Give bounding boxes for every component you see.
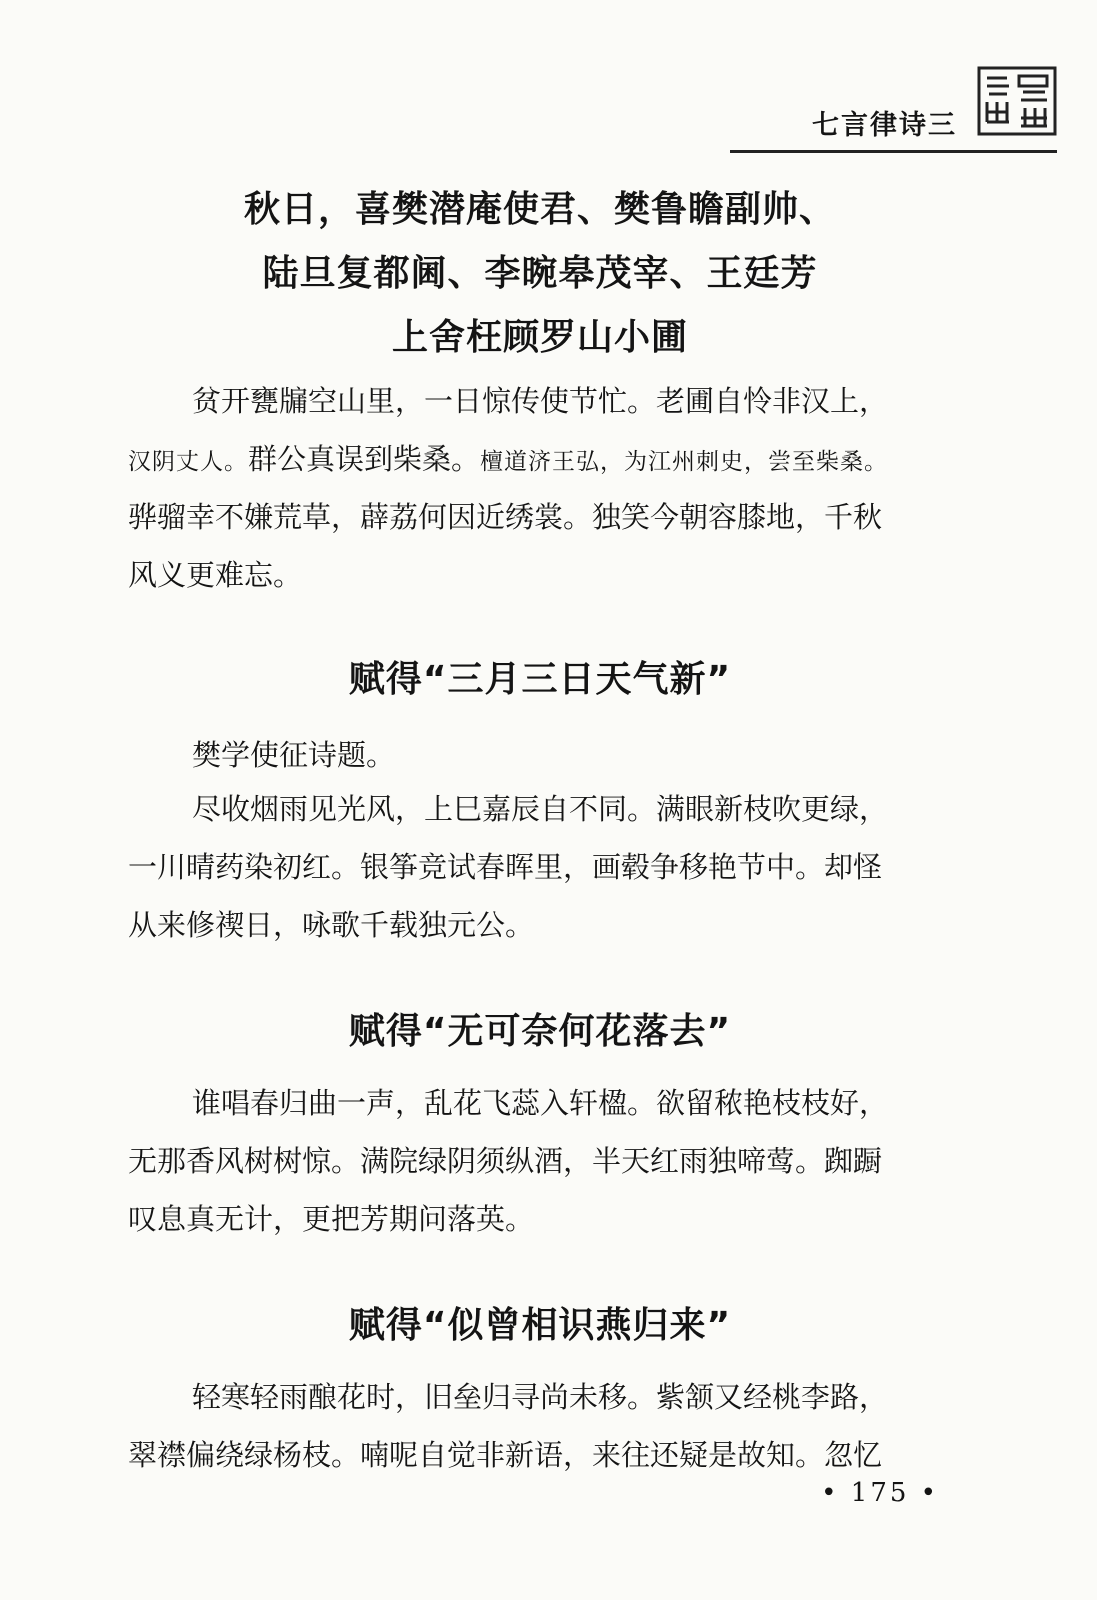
poem-2-preface: 樊学使征诗题。	[192, 738, 396, 772]
poem-3-line-3: 叹息真无计，更把芳期问落英。	[128, 1202, 535, 1236]
verse-text: 群公真误到柴桑。	[248, 442, 481, 476]
poem-1-title-line-1: 秋日，喜樊潜庵使君、樊鲁瞻副帅、	[243, 189, 836, 230]
poem-4-line-1: 轻寒轻雨酿花时，旧垒归寻尚未移。紫颔又经桃李路，	[192, 1380, 889, 1414]
annotation: 檀道济王弘，为江州刺史，尝至柴桑。	[480, 449, 889, 475]
poem-2-line-2: 一川晴药染初红。银筝竞试春晖里，画毂争移艳节中。却怪	[128, 850, 883, 884]
poem-4-title-text: 赋得“似曾相识燕归来”	[348, 1305, 732, 1346]
poem-4-title	[130, 1294, 950, 1358]
poem-1-title	[130, 178, 950, 370]
poem-2-title-text: 赋得“三月三日天气新”	[348, 659, 732, 700]
page-number: • 175 •	[821, 1478, 939, 1508]
poem-2-title	[130, 648, 950, 712]
poem-4-line-2: 翠襟偏绕绿杨枝。喃呢自觉非新语，来往还疑是故知。忽忆	[128, 1438, 883, 1472]
poem-1-line-4: 风义更难忘。	[128, 558, 303, 592]
poem-1-title-line-2: 陆旦复都阃、李晼皋茂宰、王廷芳	[262, 253, 818, 294]
seal-stamp-icon	[977, 66, 1057, 136]
annotation: 汉阴丈人。	[128, 449, 248, 475]
poem-4-body	[128, 1368, 958, 1484]
poem-1-line-3: 骅骝幸不嫌荒草，薜荔何因近绣裳。独笑今朝容膝地，千秋	[128, 500, 883, 534]
poem-1-body	[128, 372, 958, 604]
poem-1-line-1: 贫开甕牖空山里，一日惊传使节忙。老圃自怜非汉上，	[192, 384, 889, 418]
poem-1-line-2	[128, 430, 958, 488]
running-header-title: 七言律诗三	[812, 110, 957, 141]
poem-3-line-2: 无那香风树树惊。满院绿阴须纵酒，半天红雨独啼莺。踟蹰	[128, 1144, 883, 1178]
poem-2-line-1: 尽收烟雨见光风，上巳嘉辰自不同。满眼新枝吹更绿，	[192, 792, 889, 826]
poem-3-body	[128, 1074, 958, 1248]
poem-1-title-line-3: 上舍枉顾罗山小圃	[391, 317, 688, 358]
poem-2-body	[128, 780, 958, 954]
poem-3-title-text: 赋得“无可奈何花落去”	[348, 1011, 732, 1052]
poem-3-line-1: 谁唱春归曲一声，乱花飞蕊入轩楹。欲留秾艳枝枝好，	[192, 1086, 889, 1120]
poem-3-title	[130, 1000, 950, 1064]
poem-2-line-3: 从来修禊日，咏歌千载独元公。	[128, 908, 535, 942]
header-rule	[730, 150, 1057, 153]
